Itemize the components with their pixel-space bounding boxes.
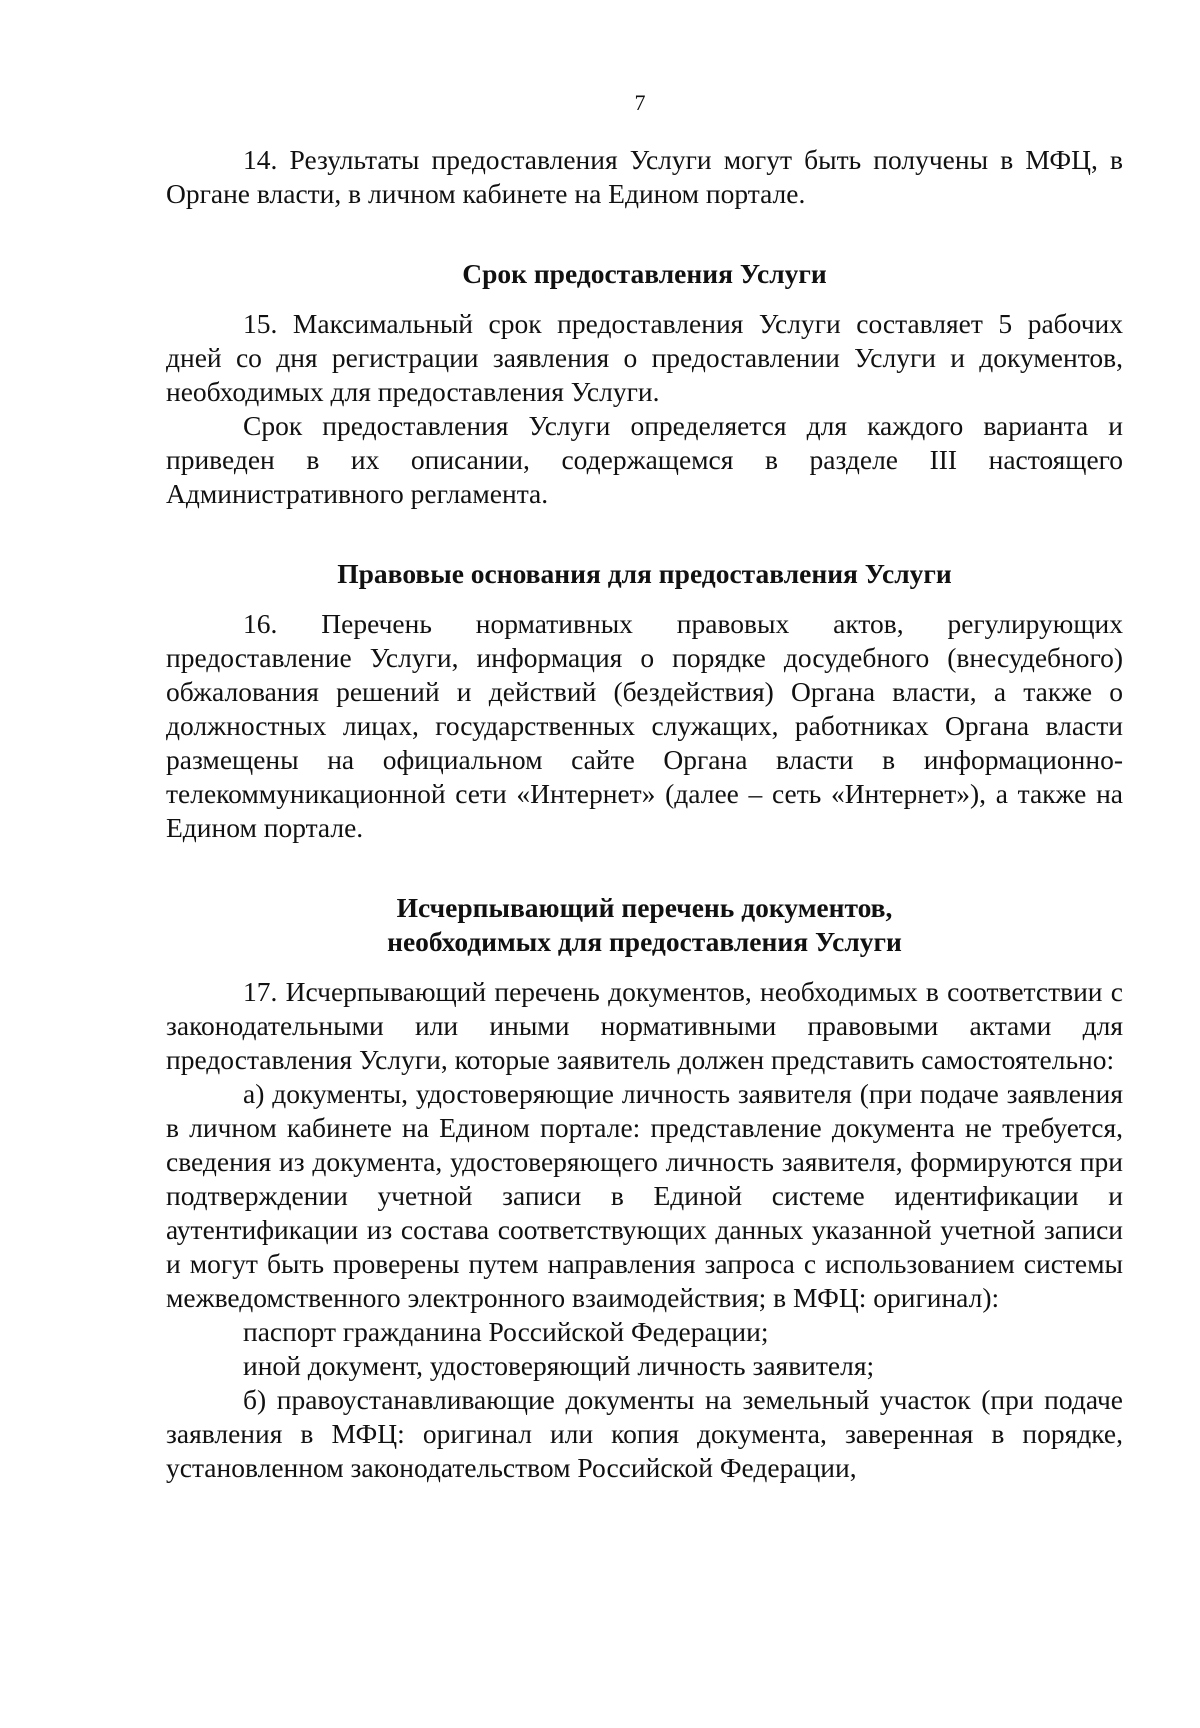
paragraph-17-b: б) правоустанавливающие документы на земельный участок (при подаче заявления в МФЦ: оригинал или копия документа, заверенная в порядке, установленном законодательством Российской Федерации, [166, 1384, 1123, 1483]
spacer [166, 511, 1123, 557]
heading-legal-basis [166, 557, 1123, 591]
paragraph-17-a: а) документы, удостоверяющие личность заявителя (при подаче заявления в личном кабинете на Едином портале: представление документа не требуется, сведения из документа, удостоверяющего личность заявителя, формируются при подтверждении учетной записи в Единой системе идентификации и аутентификации из состава соответствующих данных указанной учетной записи и могут быть проверены путем направления запроса с использованием системы межведомственного электронного взаимодействия; в МФЦ: оригинал): [166, 1078, 1123, 1313]
heading-line: Правовые основания для предоставления Услуги [337, 558, 952, 589]
heading-line: Срок предоставления Услуги [462, 258, 827, 289]
paragraph-15-term: Срок предоставления Услуги определяется для каждого варианта и приведен в их описании, содержащемся в разделе III настоящего Административного регламента. [166, 410, 1123, 509]
heading-service-term [166, 257, 1123, 291]
paragraph-15: 15. Максимальный срок предоставления Услуги составляет 5 рабочих дней со дня регистрации заявления о предоставлении Услуги и документов, необходимых для предоставления Услуги. [166, 308, 1123, 407]
paragraph-14: 14. Результаты предоставления Услуги могут быть получены в МФЦ, в Органе власти, в личном кабинете на Едином портале. [166, 144, 1123, 209]
spacer [166, 959, 1123, 975]
page-number: 7 [634, 90, 646, 115]
heading-line: необходимых для предоставления Услуги [387, 926, 902, 957]
paragraph-17-a-passport: паспорт гражданина Российской Федерации; [243, 1316, 769, 1347]
spacer [166, 845, 1123, 891]
spacer [166, 291, 1123, 307]
document-body [166, 143, 1123, 1485]
heading-documents-list [166, 891, 1123, 959]
heading-line: Исчерпывающий перечень документов, [396, 892, 893, 923]
spacer [166, 591, 1123, 607]
paragraph-17-a-other-id: иной документ, удостоверяющий личность заявителя; [243, 1350, 875, 1381]
spacer [166, 211, 1123, 257]
paragraph-16: 16. Перечень нормативных правовых актов, регулирующих предоставление Услуги, информация о порядке досудебного (внесудебного) обжалования решений и действий (бездействия) Органа власти, а также о должностных лицах, государственных служащих, работниках Органа власти размещены на официальном сайте Органа власти в информационно-телекоммуникационной сети «Интернет» (далее – сеть «Интернет»), а также на Едином портале. [166, 608, 1123, 843]
paragraph-17: 17. Исчерпывающий перечень документов, необходимых в соответствии с законодательными или иными нормативными правовыми актами для предоставления Услуги, которые заявитель должен представить самостоятельно: [166, 976, 1123, 1075]
